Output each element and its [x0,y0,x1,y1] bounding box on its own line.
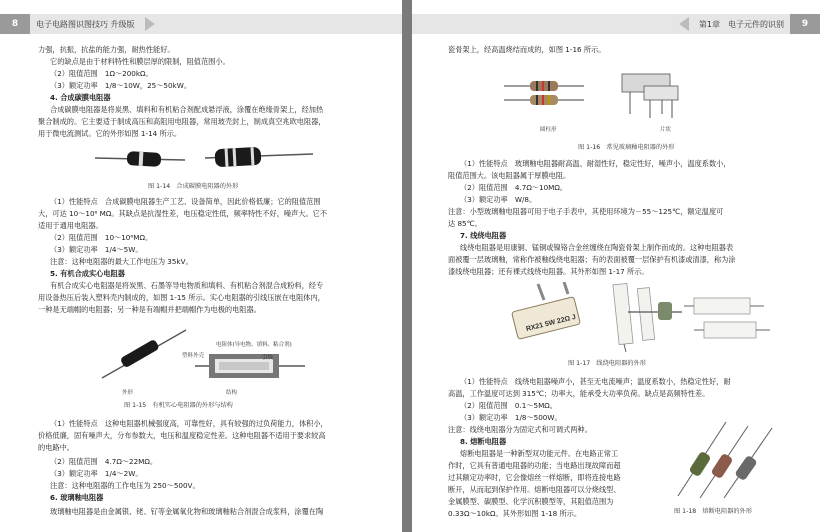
text-line: 瓷骨架上，经高温烧结而成的，如图 1-16 所示。 [448,45,606,54]
text-line: （3）额定功率 1/4～2W。 [50,469,143,478]
figure-1-14-caption: 图 1-14 合成碳膜电阻器的外形 [148,183,239,190]
book-title: 电子电路图识图技巧 升级版 [36,19,135,29]
text-line: 注意：线绕电阻器分为固定式和可调式两种。 [448,425,592,434]
text-line: 漆线绕电阻器；还有裸式线绕电阻器。其外形如图 1-17 所示。 [448,267,649,276]
text-line: （1）性能特点 玻璃釉电阻器耐高温、耐湿性好，稳定性好，噪声小，温度系数小， [460,159,731,168]
label-structure: 结构 [226,390,238,396]
text-line: 过其额定功率时，它会像熔丝一样熔断，即将连接电路 [448,473,621,482]
text-line: 力强，抗振，抗盐的能力强，耐热性能好。 [38,45,175,54]
text-line: 一种是无端帽的电阻器；另一种是有端帽并把端帽作为电极的电阻器。 [38,305,261,314]
text-line: （2）阻值范围 4.7Ω～10MΩ。 [460,183,568,192]
text-line: 高温，工作温度可达到 315℃；功率大，能承受大功率负荷。缺点是高频特性差。 [448,389,710,398]
label-lead: 引线 [262,355,274,361]
section-heading: 4. 合成碳膜电阻器 [50,93,111,102]
text-line: （1）性能特点 这种电阻器机械强度高，可靠性好，具有较强的过负荷能力，体积小， [50,419,328,428]
left-page [0,0,402,532]
text-line: 适用于通用电阻器。 [38,221,103,230]
text-line: （2）阻值范围 10～10⁶MΩ。 [50,233,153,242]
text-line: 0.33Ω～10kΩ。其外形如图 1-18 所示。 [448,509,582,518]
figure-1-15-structure [195,348,305,384]
text-line: （3）额定功率 1/4～5W。 [50,245,143,254]
text-line: （2）阻值范围 1Ω～200kΩ。 [50,69,153,78]
text-line: 注意：这种电阻器的最大工作电压为 35kV。 [50,257,193,266]
right-arrow-icon [679,17,689,31]
figure-1-16-caption: 图 1-16 常见玻璃釉电阻器的外形 [578,144,675,151]
right-page [412,0,820,532]
text-line: 达 85℃。 [448,219,482,228]
text-line: 聚合制成的。它主要适于制成高压和高阻用电阻器，常用玻壳封上，制成真空兆欧电阻器， [38,117,326,126]
figure-1-17-image [508,282,778,354]
text-line: 它的缺点是由于材料特性和膜层厚的限制，阻值范围小。 [50,57,230,66]
text-line: 合成碳膜电阻器是将炭黑、填料和有机粘合剂配成悬浮液，涂覆在绝缘骨架上，经加热 [50,105,324,114]
text-line: 金属膜型、碳膜型、化学沉积膜型等，其阻值范围为 [448,497,614,506]
text-line: （2）阻值范围 0.1～5MΩ。 [460,401,557,410]
label-resistor-body: 电阻体(导电物、填料、粘合剂) [216,342,292,348]
chapter-title: 第1章 电子元件的识别 [698,19,784,29]
figure-1-18-image [670,418,790,500]
text-line: 有机合成实心电阻器是将炭黑、石墨等导电物质和填料、有机粘合剂混合成粉料，经专 [50,281,324,290]
text-line: 注意：这种电阻器的工作电压为 250～500V。 [50,481,200,490]
figure-1-17-caption: 图 1-17 线绕电阻器的外形 [568,360,646,367]
right-page-number: 9 [790,14,820,34]
text-line: （3）额定功率 1/8～10W，25～50kW。 [50,81,192,90]
text-line: 注意：小型玻璃釉电阻器可用于电子手表中，其使用环境为－55～125℃，额定温度可 [448,207,724,216]
book-gutter [402,0,412,532]
text-line: （1）性能特点 合成碳膜电阻器生产工艺、设备简单，因此价格低廉；它的阻值范围 [50,197,321,206]
label-chip: 片状 [660,127,672,133]
label-cylindrical: 圆柱形 [540,127,557,133]
text-line: 价格低廉，固有噪声大，分布参数大，电压和温度稳定性差。这种电阻器不适用于要求较高 [38,431,326,440]
resistor-marking-text: RX21 5W 22Ω J [525,313,577,334]
section-heading: 8. 熔断电阻器 [460,437,507,446]
text-line: 断开，从而起到保护作用。熔断电阻器可以分烧线型、 [448,485,621,494]
figure-1-18-caption: 图 1-18 熔断电阻器的外形 [674,508,752,515]
left-page-number: 8 [0,14,30,34]
text-line: 用设备热压后装入塑料壳内制成的，如图 1-15 所示。实心电阻器的引线压嵌在电阻体内， [38,293,325,302]
text-line: （3）额定功率 W/8。 [460,195,537,204]
figure-1-14-image [95,142,315,176]
text-line: 作时，它具有普通电阻器的功能；当电路出现故障而超 [448,461,621,470]
text-line: （3）额定功率 1/8～500W。 [460,413,562,422]
figure-1-15-appearance [100,326,190,386]
figure-1-15-caption: 图 1-15 有机实心电阻器的外形与结构 [124,402,233,409]
text-line: 熔断电阻器是一种新型双功能元件。在电路正常工 [460,449,619,458]
text-line: （1）性能特点 线绕电阻器噪声小，甚至无电流噪声；温度系数小，热稳定性好，耐 [460,377,731,386]
label-appearance: 外形 [122,390,134,396]
text-line: 玻璃釉电阻器是由金属银、铑、钌等金属氧化物和玻璃釉粘合剂混合成浆料，涂覆在陶 [50,507,324,516]
left-arrow-icon [145,17,155,31]
figure-1-16-image [504,68,694,124]
text-line: 大，可达 10～10⁶ MΩ。其缺点是抗湿性差，电压稳定性低，频率特性不好，噪声大。它不 [38,209,328,218]
text-line: 阻值范围大。该电阻器属于厚膜电阻。 [448,171,571,180]
section-heading: 6. 玻璃釉电阻器 [50,493,104,502]
text-line: （2）阻值范围 4.7Ω～22MΩ。 [50,457,158,466]
section-heading: 5. 有机合成实心电阻器 [50,269,125,278]
left-page-header [0,14,402,34]
right-page-header [412,14,820,34]
text-line: 的电路中。 [38,443,74,452]
text-line: 面被覆一层玻璃釉，常称作被釉线绕电阻器；有的表面被覆一层保护有机漆或清漆，称为涂 [448,255,736,264]
label-plastic-shell: 塑料外壳 [182,353,205,359]
text-line: 用于微电流测试。它的外形如图 1-14 所示。 [38,129,182,138]
text-line: 线绕电阻器是用康铜、锰铜或镍铬合金丝缠绕在陶瓷骨架上制作而成的。这种电阻器表 [460,243,734,252]
section-heading: 7. 线绕电阻器 [460,231,507,240]
